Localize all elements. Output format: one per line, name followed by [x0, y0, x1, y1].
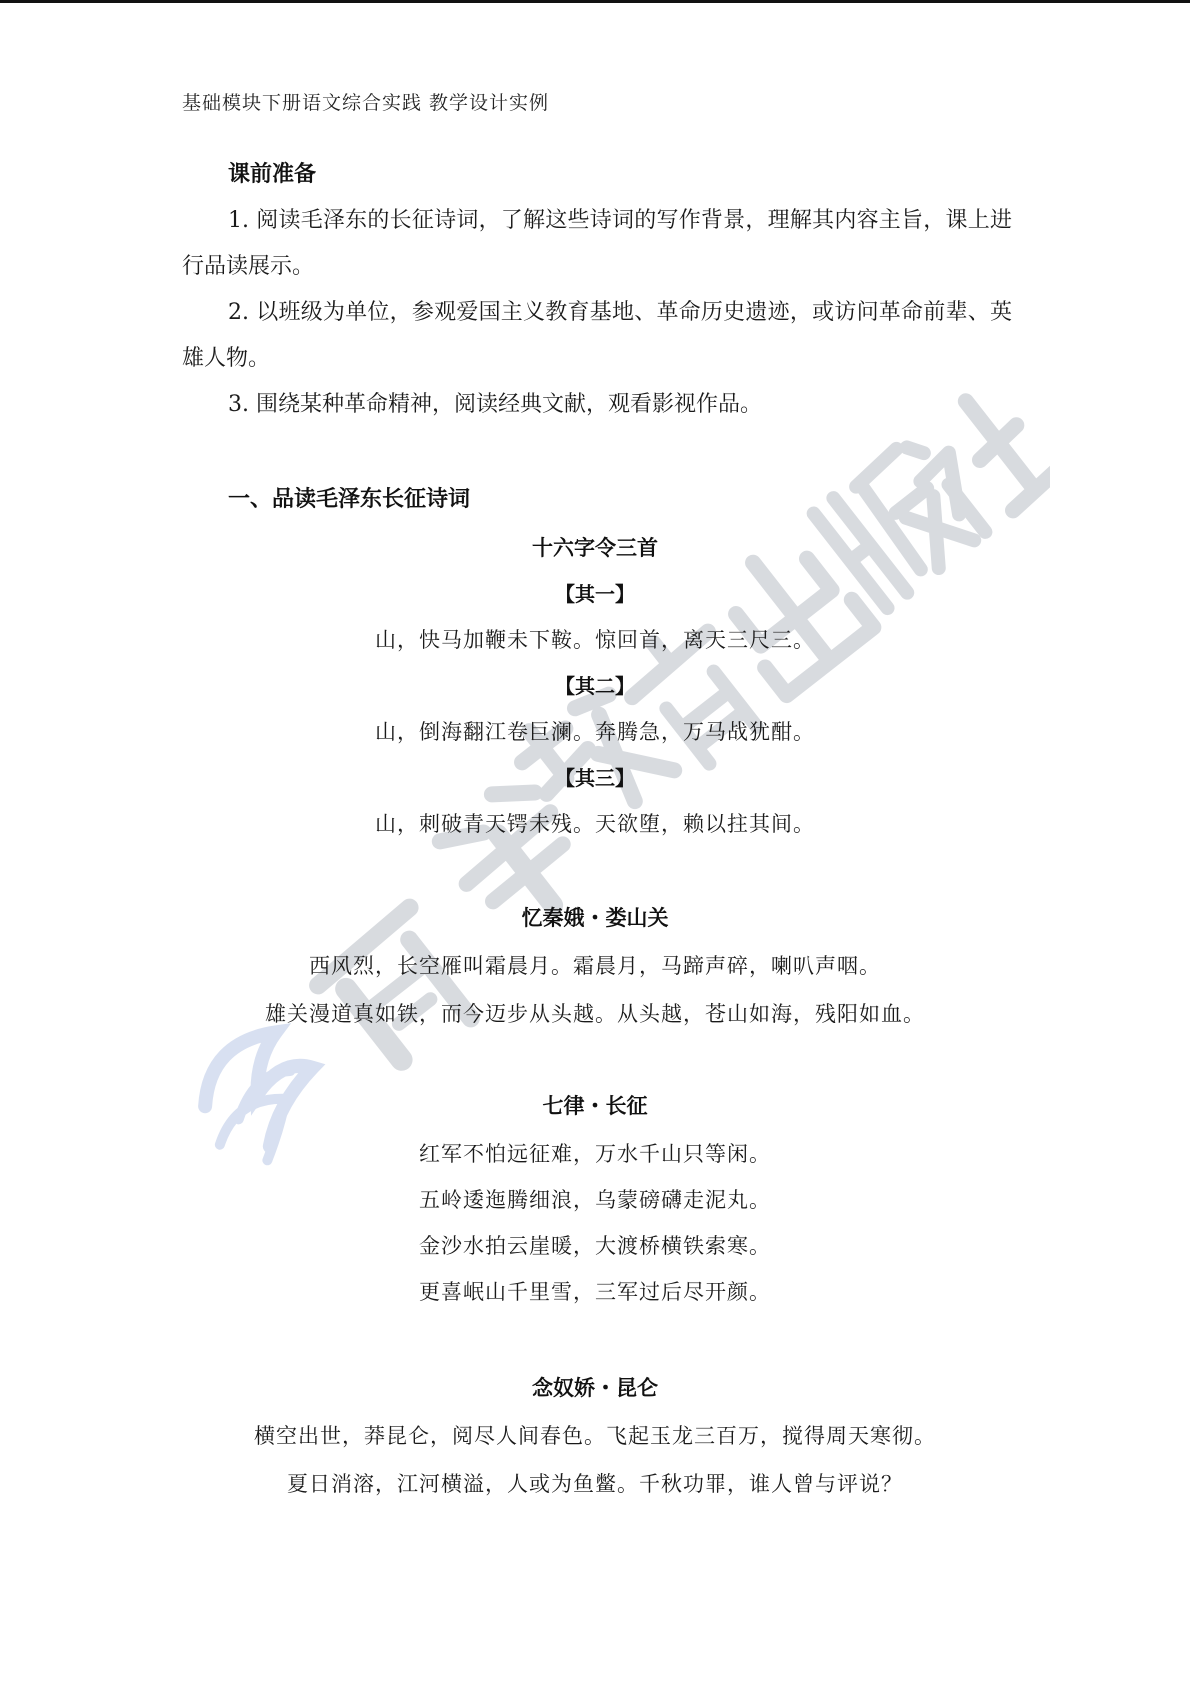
poem-line: 金沙水拍云崖暖，大渡桥横铁索寒。 — [419, 1234, 771, 1258]
poem-line: 更喜岷山千里雪，三军过后尽开颜。 — [419, 1280, 771, 1304]
poem-line: 山，快马加鞭未下鞍。惊回首，离天三尺三。 — [375, 628, 815, 652]
poem-part-label: 【其三】 — [555, 766, 635, 790]
poem-line: 横空出世，莽昆仑，阅尽人间春色。飞起玉龙三百万，搅得周天寒彻。 — [254, 1424, 936, 1448]
poem-line: 山，倒海翻江卷巨澜。奔腾急，万马战犹酣。 — [375, 720, 815, 744]
section-heading: 一、品读毛泽东长征诗词 — [228, 487, 471, 512]
top-rule — [0, 0, 1190, 3]
poem-title: 十六字令三首 — [532, 536, 658, 560]
poem-title: 忆秦娥・娄山关 — [521, 906, 669, 930]
poem-line: 红军不怕远征难，万水千山只等闲。 — [419, 1142, 771, 1166]
poem-line: 西风烈，长空雁叫霜晨月。霜晨月，马蹄声碎，喇叭声咽。 — [309, 954, 881, 978]
prep-item-1: 1. 阅读毛泽东的长征诗词，了解这些诗词的写作背景，理解其内容主旨，课上进行品读展示。 — [182, 208, 1012, 279]
poem-title: 七律・长征 — [542, 1094, 648, 1118]
prep-section — [182, 152, 1012, 428]
poem-line: 五岭逶迤腾细浪，乌蒙磅礴走泥丸。 — [419, 1188, 771, 1212]
poem-line: 夏日消溶，江河横溢，人或为鱼鳖。千秋功罪，谁人曾与评说？ — [287, 1472, 903, 1496]
poem-part-label: 【其二】 — [555, 674, 635, 698]
poem-line: 雄关漫道真如铁，而今迈步从头越。从头越，苍山如海，残阳如血。 — [265, 1002, 925, 1026]
running-header: 基础模块下册语文综合实践 教学设计实例 — [182, 92, 550, 114]
poem-title: 念奴娇・昆仑 — [532, 1376, 658, 1400]
poem-part-label: 【其一】 — [555, 582, 635, 606]
prep-item-2: 2. 以班级为单位，参观爱国主义教育基地、革命历史遗迹，或访问革命前辈、英雄人物。 — [182, 300, 1012, 371]
prep-item-3: 3. 围绕某种革命精神，阅读经典文献，观看影视作品。 — [228, 392, 762, 417]
prep-title: 课前准备 — [228, 162, 317, 187]
poem-line: 山，刺破青天锷未残。天欲堕，赖以拄其间。 — [375, 812, 815, 836]
